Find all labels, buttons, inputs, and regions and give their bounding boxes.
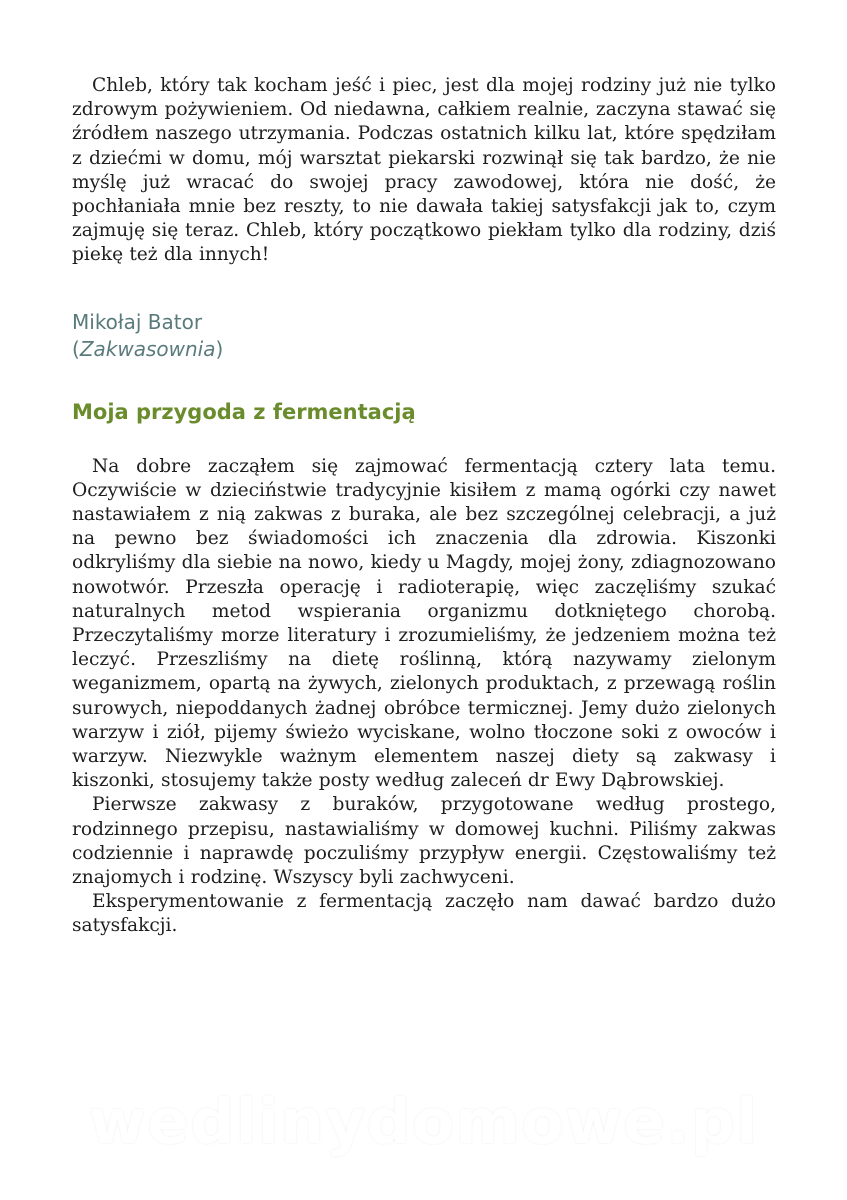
watermark: wedlinydomowe.pl xyxy=(88,1085,759,1158)
body-paragraph: Na dobre zacząłem się zajmować fermentacją cztery lata temu. Oczywiście w dzieciństwie tradycyjnie kisiłem z mamą ogórki czy nawet nastawiałem z nią zakwas z buraka, ale bez szczególnej celebracji, a już na pewno bez świadomości ich znaczenia dla zdrowia. Kiszonki odkryliśmy dla siebie na nowo, kiedy u Magdy, mojej żony, zdiagnozowano nowotwór. Przeszła operację i radioterapię, więc zaczęliśmy szukać naturalnych metod wspierania organizmu dotkniętego chorobą. Przeczytaliśmy morze literatury i zrozumieliśmy, że jedzeniem można też leczyć. Przeszliśmy na dietę roślinną, którą nazywamy zielonym weganizmem, opartą na żywych, zielonych produktach, z przewagą roślin surowych, niepoddanych żadnej obróbce termicznej. Jemy dużo zielonych warzyw i ziół, pijemy świeżo wyciskane, wolno tłoczone soki z owoców i warzyw. Niezwykle ważnym elementem naszej diety są zakwasy i kiszonki, stosujemy także posty według zaleceń dr Ewy Dąbrowskiej. xyxy=(72,455,776,792)
author-source: Zakwasownia xyxy=(79,336,216,361)
author-name: Mikołaj Bator xyxy=(72,309,203,334)
author-source-close: ) xyxy=(215,336,224,361)
body-paragraph: Pierwsze zakwasy z buraków, przygotowane według prostego, rodzinnego przepisu, nastawialiśmy w domowej kuchni. Piliśmy zakwas codziennie i naprawdę poczuliśmy przypływ energii. Częstowaliśmy też znajomych i rodzinę. Wszyscy byli zachwyceni. xyxy=(72,794,776,889)
author-source-open: ( xyxy=(72,336,80,361)
page-content xyxy=(72,70,776,939)
author-source-line xyxy=(72,336,776,362)
intro-paragraph: Chleb, który tak kocham jeść i piec, jest dla mojej rodziny już nie tylko zdrowym pożywieniem. Od niedawna, całkiem realnie, zaczyna stawać się źródłem naszego utrzymania. Podczas ostatnich kilku lat, które spędziłam z dziećmi w domu, mój warsztat piekarski rozwinął się tak bardzo, że nie myślę już wracać do swojej pracy zawodowej, która nie dość, że pochłaniała mnie bez reszty, to nie dawała takiej satysfakcji jak to, czym zajmuję się teraz. Chleb, który początkowo piekłam tylko dla rodziny, dziś piekę też dla innych! xyxy=(72,75,776,266)
section-heading: Moja przygoda z fermentacją xyxy=(72,399,416,424)
body-paragraph: Eksperymentowanie z fermentacją zaczęło nam dawać bardzo dużo satysfakcji. xyxy=(72,891,776,937)
section-body xyxy=(72,455,776,939)
